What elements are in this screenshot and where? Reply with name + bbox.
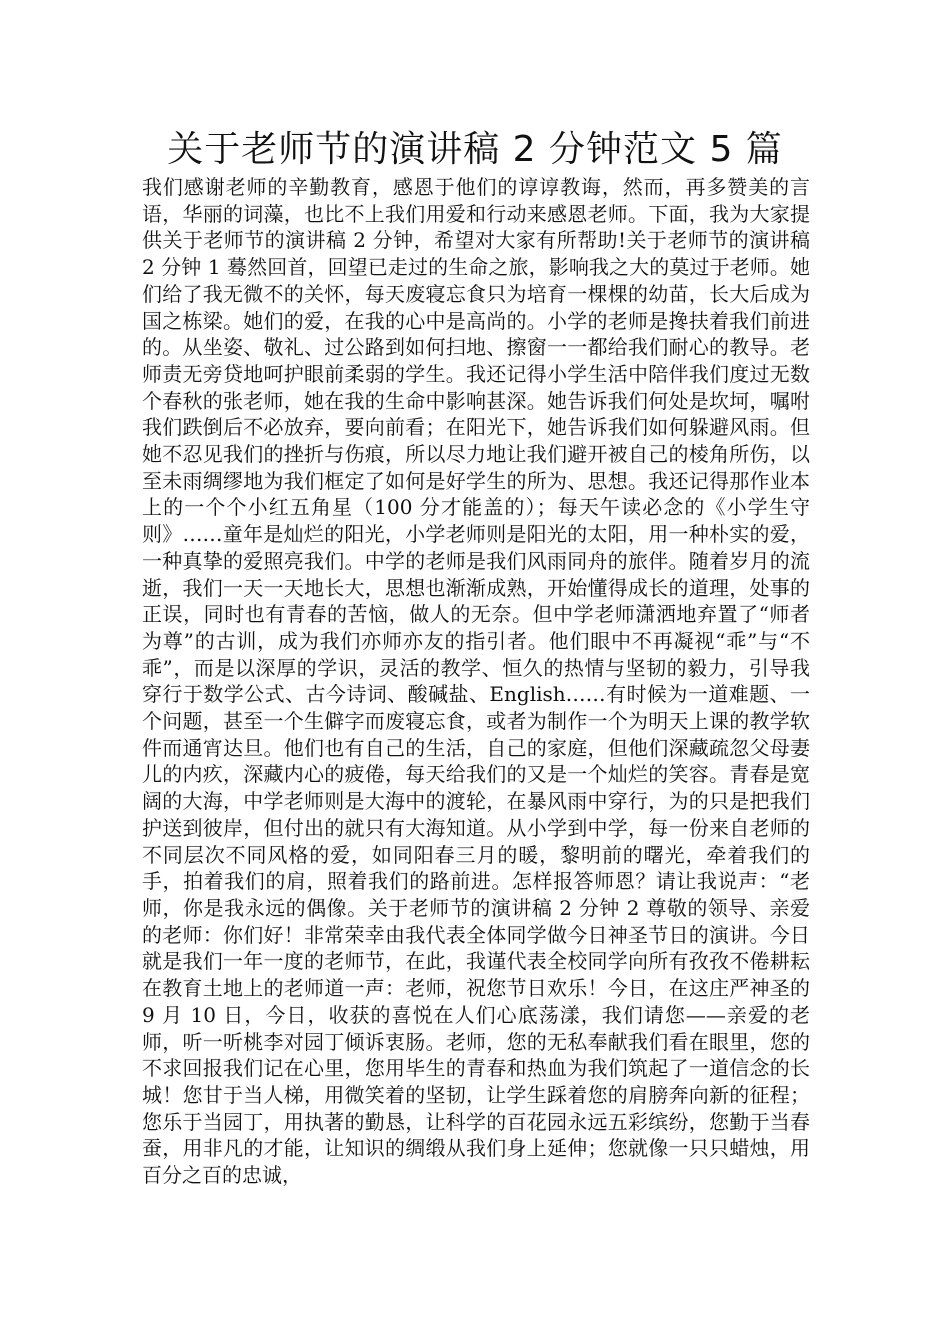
document-title: 关于老师节的演讲稿 2 分钟范文 5 篇 — [167, 129, 783, 170]
document-body-text: 我们感谢老师的辛勤教育，感恩于他们的谆谆教诲，然而，再多赞美的言语，华丽的词藻，也比不上我们用爱和行动来感恩老师。下面，我为大家提供关于老师节的演讲稿 2 分钟，希望对大家有所帮助!关于老师节的演讲稿 2 分钟 1 蓦然回首，回望已走过的生命之旅，影响我之大的莫过于老师。她们给了我无微不的关怀，每天废寝忘食只为培育一棵棵的幼苗，长大后成为国之栋梁。她们的爱，在我的心中是高尚的。小学的老师是搀扶着我们前进的。从坐姿、敬礼、过公路到如何扫地、擦窗一一都给我们耐心的教导。老师责无旁贷地呵护眼前柔弱的学生。我还记得小学生活中陪伴我们度过无数个春秋的张老师，她在我的生命中影响甚深。她告诉我们何处是坎坷，嘱咐我们跌倒后不必放弃，要向前看；在阳光下，她告诉我们如何躲避风雨。但她不忍见我们的挫折与伤痕，所以尽力地让我们避开被自己的棱角所伤，以至未雨绸缪地为我们框定了如何是好学生的所为、思想。我还记得那作业本上的一个个小红五角星（100 分才能盖的）；每天午读必念的《小学生守则》……童年是灿烂的阳光，小学老师则是阳光的太阳，用一种朴实的爱，一种真挚的爱照亮我们。中学的老师是我们风雨同舟的旅伴。随着岁月的流逝，我们一天一天地长大，思想也渐渐成熟，开始懂得成长的道理，处事的正误，同时也有青春的苦恼，做人的无奈。但中学老师潇洒地弃置了“师者为尊”的古训，成为我们亦师亦友的指引者。他们眼中不再凝视“乖”与“不乖”，而是以深厚的学识，灵活的教学、恒久的热情与坚韧的毅力，引导我穿行于数学公式、古今诗词、酸碱盐、English……有时候为一道难题、一个问题，甚至一个生僻字而废寝忘食，或者为制作一个为明天上课的教学软件而通宵达旦。他们也有自己的生活，自己的家庭，但他们深藏疏忽父母妻儿的内疚，深藏内心的疲倦，每天给我们的又是一个灿烂的笑容。青春是宽阔的大海，中学老师则是大海中的渡轮，在暴风雨中穿行，为的只是把我们护送到彼岸，但付出的就只有大海知道。从小学到中学，每一份来自老师的不同层次不同风格的爱，如同阳春三月的暖，黎明前的曙光，牵着我们的手，拍着我们的肩，照着我们的路前进。怎样报答师恩？请让我说声：“老师，你是我永远的偶像。关于老师节的演讲稿 2 分钟 2 尊敬的领导、亲爱的老师：你们好！非常荣幸由我代表全体同学做今日神圣节日的演讲。今日就是我们一年一度的老师节，在此，我谨代表全校同学向所有孜孜不倦耕耘在教育土地上的老师道一声：老师，祝您节日欢乐！今日，在这庄严神圣的 9 月 10 日，今日，收获的喜悦在人们心底荡漾，我们请您——亲爱的老师，听一听桃李对园丁倾诉衷肠。老师，您的无私奉献我们看在眼里，您的不求回报我们记在心里，您用毕生的青春和热血为我们筑起了一道信念的长城！您甘于当人梯，用微笑着的坚韧，让学生踩着您的肩膀奔向新的征程；您乐于当园丁，用执著的勤恳，让科学的百花园永远五彩缤纷，您勤于当春蚕，用非凡的才能，让知识的绸缎从我们身上延伸；您就像一只只蜡烛，用百分之百的忠诚， — [142, 175, 810, 1188]
